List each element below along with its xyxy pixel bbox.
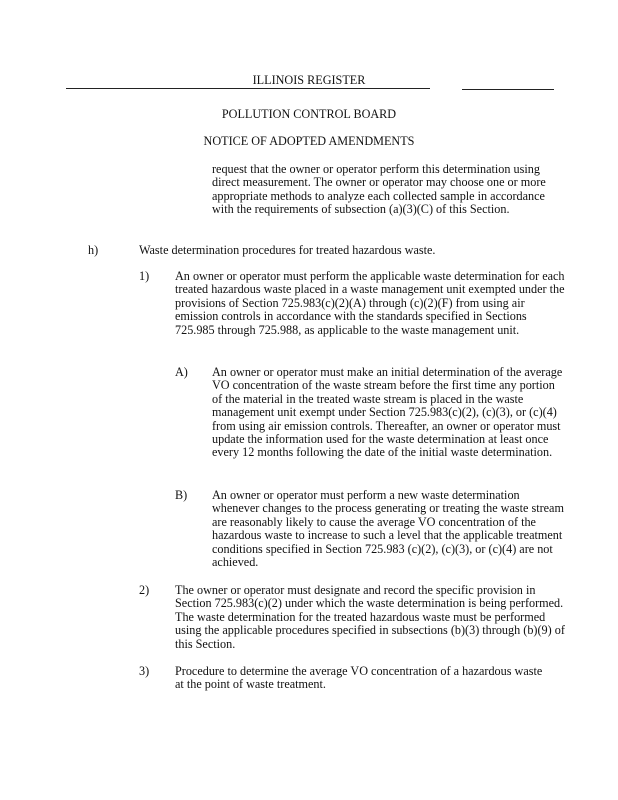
continuation-paragraph: request that the owner or operator perform this determination using direct measurement. The owner or operator may choose one or more appropriate methods to analyze each collected sample in accordance with the requirements of subsection (a)(3)(C) of this Section. (212, 162, 546, 217)
item-2-text: The owner or operator must designate and record the specific provision in Section 725.983(c)(2) under which the waste determination is being performed. The waste determination for the treated hazardous waste must be performed using the applicable procedures specified in subsections (b)(3) through (b)(9) of this Section. (175, 583, 565, 651)
header-rule-right (462, 89, 554, 90)
section-h-marker: h) (88, 243, 99, 257)
item-3-text: Procedure to determine the average VO concentration of a hazardous waste at the point of waste treatment. (175, 664, 543, 692)
header-rule-left (66, 88, 430, 89)
register-title: ILLINOIS REGISTER (252, 73, 366, 87)
item-1b-text: An owner or operator must perform a new waste determination whenever changes to the process generating or treating the waste stream are reasonably likely to cause the average VO concentration of the hazardous waste to increase to such a level that the applicable treatment conditions specified in Section 725.983 (c)(2), (c)(3), or (c)(4) are not achieved. (212, 488, 564, 570)
board-title: POLLUTION CONTROL BOARD (221, 107, 397, 121)
notice-title: NOTICE OF ADOPTED AMENDMENTS (203, 134, 415, 148)
item-1a-marker: A) (175, 365, 188, 379)
item-1b-marker: B) (175, 488, 188, 502)
item-3-marker: 3) (139, 664, 150, 678)
section-h-heading: Waste determination procedures for treated hazardous waste. (139, 243, 436, 257)
item-1-text: An owner or operator must perform the applicable waste determination for each treated hazardous waste placed in a waste management unit exempted under the provisions of Section 725.983(c)(2)(A) through (c)(2)(F) from using air emission controls in accordance with the standards specified in Sections 725.985 through 725.988, as applicable to the waste management unit. (175, 269, 565, 337)
item-2-marker: 2) (139, 583, 150, 597)
item-1a-text: An owner or operator must make an initial determination of the average VO concentration of the waste stream before the first time any portion of the material in the treated waste stream is placed in the waste management unit exempt under Section 725.983(c)(2), (c)(3), or (c)(4) from using air emission controls. Thereafter, an owner or operator must update the information used for the waste determination at least once every 12 months following the date of the initial waste determination. (212, 365, 563, 460)
item-1-marker: 1) (139, 269, 150, 283)
